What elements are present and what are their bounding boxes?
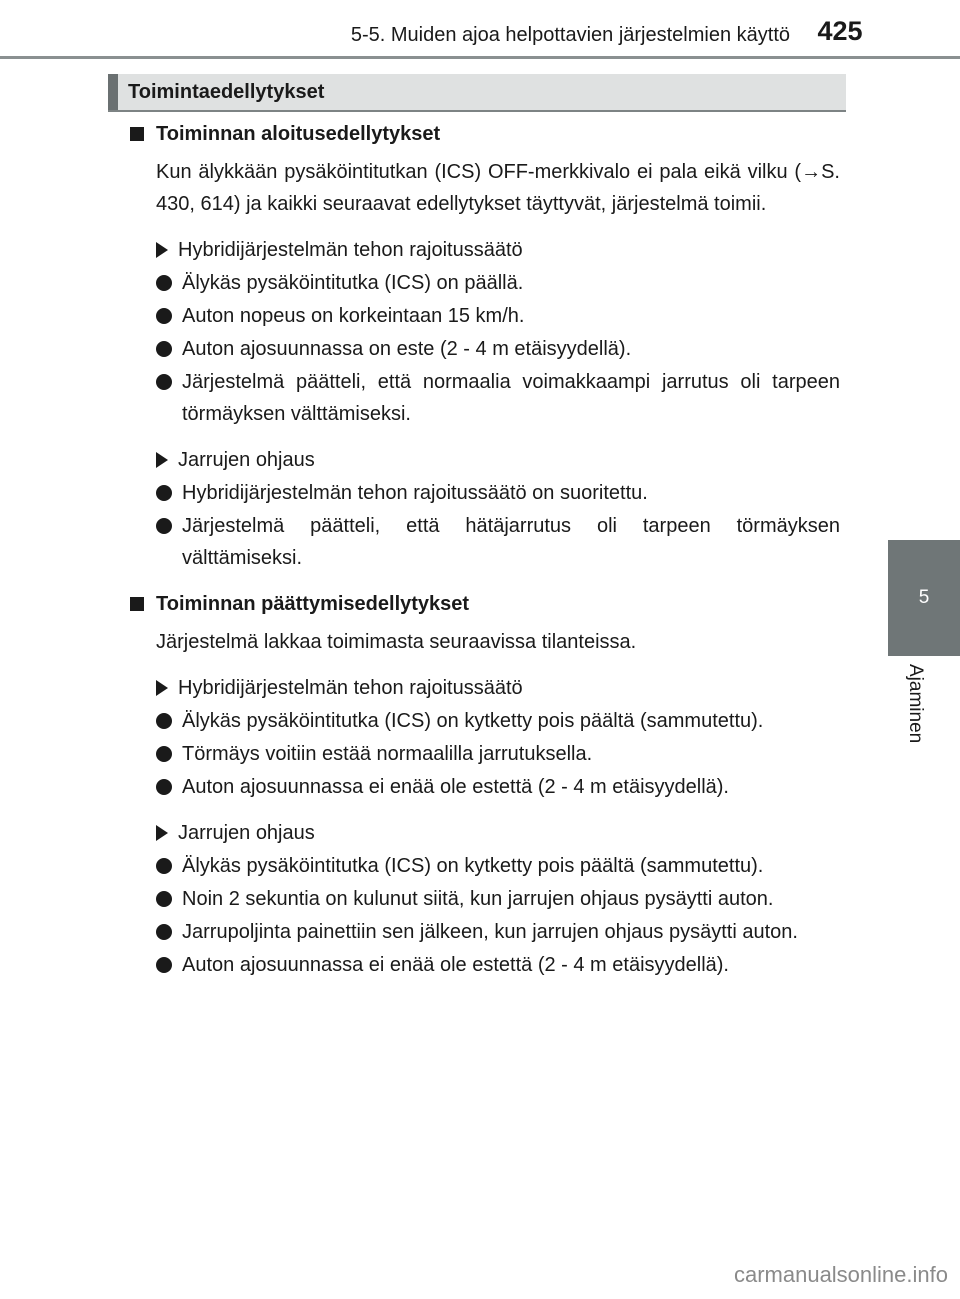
- list-item: [156, 705, 840, 737]
- intro-paragraph: Kun älykkään pysäköintitutkan (ICS) OFF-merkkivalo ei pala eikä vilku (→S. 430, 614) ja kaikki seuraavat edellytykset täyttyvät, järjestelmä toimii.: [156, 161, 840, 215]
- list-item-text: Auton ajosuunnassa ei enää ole estettä (2 - 4 m etäisyydellä).: [182, 776, 729, 798]
- section-title: Toimintaedellytykset: [128, 81, 325, 103]
- list-item-text: Auton ajosuunnassa ei enää ole estettä (2 - 4 m etäisyydellä).: [182, 954, 729, 976]
- bullet-dot-icon: [156, 485, 172, 501]
- list-item-text: Jarrupoljinta painettiin sen jälkeen, kun jarrujen ohjaus pysäytti auton.: [182, 921, 798, 943]
- list-item-text: Älykäs pysäköintitutka (ICS) on kytketty pois päältä (sammutettu).: [182, 710, 764, 732]
- intro-paragraph: Järjestelmä lakkaa toimimasta seuraavissa tilanteissa.: [156, 631, 637, 653]
- list-item-text: Auton ajosuunnassa on este (2 - 4 m etäisyydellä).: [182, 338, 632, 360]
- list-item-text: Järjestelmä päätteli, että hätäjarrutus oli tarpeen törmäyksen välttämiseksi.: [182, 515, 840, 569]
- list-item: [156, 366, 840, 430]
- group-title: [156, 817, 840, 849]
- header-divider: [0, 56, 960, 59]
- list-item: [156, 333, 840, 365]
- bullet-dot-icon: [156, 374, 172, 390]
- group-title: [156, 444, 840, 476]
- group-title-text: Jarrujen ohjaus: [178, 449, 315, 471]
- bullet-dot-icon: [156, 746, 172, 762]
- group-title-text: Jarrujen ohjaus: [178, 822, 315, 844]
- list-item-text: Noin 2 sekuntia on kulunut siitä, kun jarrujen ohjaus pysäytti auton.: [182, 888, 774, 910]
- watermark: carmanualsonline.info: [733, 1262, 948, 1287]
- running-header: 5-5. Muiden ajoa helpottavien järjestelmien käyttö: [350, 24, 790, 46]
- square-bullet-icon: [130, 127, 144, 141]
- triangle-bullet-icon: [156, 825, 168, 841]
- bullet-dot-icon: [156, 341, 172, 357]
- list-item: [156, 738, 840, 770]
- list-item: [156, 267, 840, 299]
- bullet-dot-icon: [156, 779, 172, 795]
- bullet-dot-icon: [156, 308, 172, 324]
- list-item-text: Älykäs pysäköintitutka (ICS) on päällä.: [182, 272, 524, 294]
- section-accent: [108, 74, 118, 110]
- group-title-text: Hybridijärjestelmän tehon rajoitussäätö: [178, 677, 523, 699]
- list-item: [156, 916, 840, 948]
- group-title-text: Hybridijärjestelmän tehon rajoitussäätö: [178, 239, 523, 261]
- bullet-dot-icon: [156, 518, 172, 534]
- section-header: [108, 74, 846, 112]
- bullet-dot-icon: [156, 957, 172, 973]
- square-bullet-icon: [130, 597, 144, 611]
- list-item: [156, 300, 840, 332]
- bullet-dot-icon: [156, 858, 172, 874]
- list-item-text: Hybridijärjestelmän tehon rajoitussäätö on suoritettu.: [182, 482, 648, 504]
- list-item: [156, 771, 840, 803]
- list-item: [156, 477, 840, 509]
- group-title: [156, 672, 840, 704]
- list-item: [156, 949, 840, 981]
- triangle-bullet-icon: [156, 452, 168, 468]
- triangle-bullet-icon: [156, 242, 168, 258]
- list-item: [156, 850, 840, 882]
- chapter-tab-label: Ajaminen: [905, 664, 926, 744]
- bullet-dot-icon: [156, 275, 172, 291]
- list-item: [156, 883, 840, 915]
- triangle-bullet-icon: [156, 680, 168, 696]
- list-item-text: Auton nopeus on korkeintaan 15 km/h.: [182, 305, 525, 327]
- list-item-text: Järjestelmä päätteli, että normaalia voimakkaampi jarrutus oli tarpeen törmäyksen välttämiseksi.: [182, 371, 840, 425]
- bullet-dot-icon: [156, 713, 172, 729]
- subsection-heading-end: [130, 588, 840, 620]
- page-number: 425: [817, 16, 863, 46]
- chapter-tab: 5: [888, 540, 960, 656]
- bullet-dot-icon: [156, 924, 172, 940]
- list-item-text: Törmäys voitiin estää normaalilla jarrutuksella.: [182, 743, 593, 765]
- subsection-heading-text: Toiminnan aloitusedellytykset: [156, 123, 441, 145]
- group-title: [156, 234, 840, 266]
- bullet-dot-icon: [156, 891, 172, 907]
- subsection-heading-start: [130, 118, 840, 150]
- list-item: [156, 510, 840, 574]
- subsection-heading-text: Toiminnan päättymisedellytykset: [156, 593, 470, 615]
- page-content: [130, 118, 840, 981]
- list-item-text: Älykäs pysäköintitutka (ICS) on kytketty pois päältä (sammutettu).: [182, 855, 764, 877]
